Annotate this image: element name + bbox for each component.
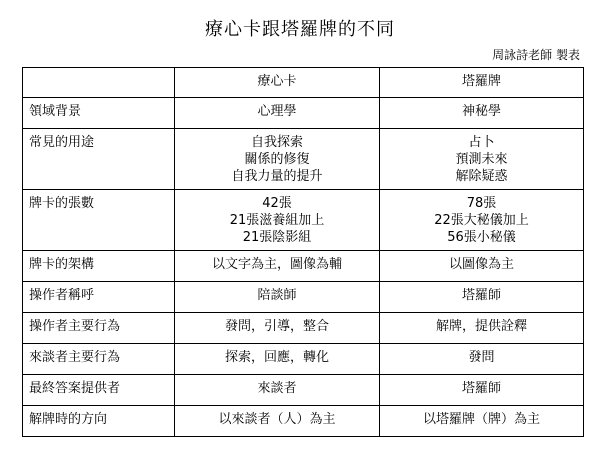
cell-text-line: 以來談者（人）為主 — [218, 412, 336, 427]
healing-card-cell — [175, 282, 380, 313]
cell-text-line: 塔羅師 — [461, 381, 501, 396]
tarot-cell — [380, 98, 584, 129]
table-row — [23, 406, 584, 437]
cell-text-line: 78張 — [466, 196, 497, 211]
comparison-table — [22, 67, 584, 437]
table-row — [23, 344, 584, 375]
cell-text-line: 42張 — [262, 196, 292, 211]
healing-card-cell — [175, 406, 380, 437]
cell-text-line: 占卜 — [468, 135, 495, 150]
table-row — [23, 375, 584, 406]
cell-text-line: 發問，引導，整合 — [224, 319, 329, 334]
tarot-cell — [380, 344, 584, 375]
healing-card-cell — [175, 375, 380, 406]
table-row — [23, 282, 584, 313]
cell-text-line: 來談者 — [257, 381, 297, 396]
tarot-cell — [380, 375, 584, 406]
tarot-cell — [380, 129, 584, 190]
row-label: 操作者主要行為 — [23, 313, 175, 344]
healing-card-cell — [175, 129, 380, 190]
row-label: 牌卡的張數 — [23, 190, 175, 251]
cell-text-line: 自我探索 — [250, 135, 303, 150]
row-label: 操作者稱呼 — [23, 282, 175, 313]
header-cell-healing-cards: 療心卡 — [175, 68, 380, 98]
cell-text-line: 以文字為主，圖像為輔 — [211, 257, 342, 272]
header-cell-empty — [23, 68, 175, 98]
table-row — [23, 251, 584, 282]
row-label: 最終答案提供者 — [23, 375, 175, 406]
table-header-row — [23, 68, 584, 98]
cell-text-line: 發問 — [468, 350, 495, 365]
cell-text-line: 自我力量的提升 — [231, 169, 323, 184]
cell-text-line: 以塔羅牌（牌）為主 — [422, 412, 540, 427]
cell-text-line: 56張小秘儀 — [447, 230, 516, 245]
cell-text-line: 塔羅師 — [461, 288, 501, 303]
tarot-cell — [380, 406, 584, 437]
row-label: 解牌時的方向 — [23, 406, 175, 437]
table-row — [23, 190, 584, 251]
page-title: 療心卡跟塔羅牌的不同 — [205, 19, 395, 40]
cell-text-line: 預測未來 — [455, 152, 508, 167]
table-row — [23, 129, 584, 190]
cell-text-line: 22張大秘儀加上 — [434, 213, 529, 228]
cell-text-line: 陪談師 — [257, 288, 297, 303]
tarot-cell — [380, 190, 584, 251]
cell-text-line: 神秘學 — [461, 104, 501, 119]
tarot-cell — [380, 282, 584, 313]
cell-text-line: 心理學 — [257, 104, 297, 119]
author-credit: 周詠詩老師 製表 — [492, 48, 580, 62]
cell-text-line: 關係的修復 — [244, 152, 310, 167]
cell-text-line: 解除疑惑 — [455, 169, 508, 184]
table-row — [23, 98, 584, 129]
row-label: 來談者主要行為 — [23, 344, 175, 375]
row-label: 常見的用途 — [23, 129, 175, 190]
cell-text-line: 21張陰影組 — [242, 230, 312, 245]
tarot-cell — [380, 251, 584, 282]
healing-card-cell — [175, 98, 380, 129]
row-label: 牌卡的架構 — [23, 251, 175, 282]
row-label: 領域背景 — [23, 98, 175, 129]
healing-card-cell — [175, 251, 380, 282]
healing-card-cell — [175, 190, 380, 251]
header-cell-tarot: 塔羅牌 — [380, 68, 584, 98]
cell-text-line: 解牌，提供詮釋 — [435, 319, 527, 334]
cell-text-line: 21張滋養組加上 — [229, 213, 325, 228]
tarot-cell — [380, 313, 584, 344]
cell-text-line: 探索，回應，轉化 — [224, 350, 329, 365]
table-row — [23, 313, 584, 344]
cell-text-line: 以圖像為主 — [448, 257, 514, 272]
healing-card-cell — [175, 344, 380, 375]
healing-card-cell — [175, 313, 380, 344]
